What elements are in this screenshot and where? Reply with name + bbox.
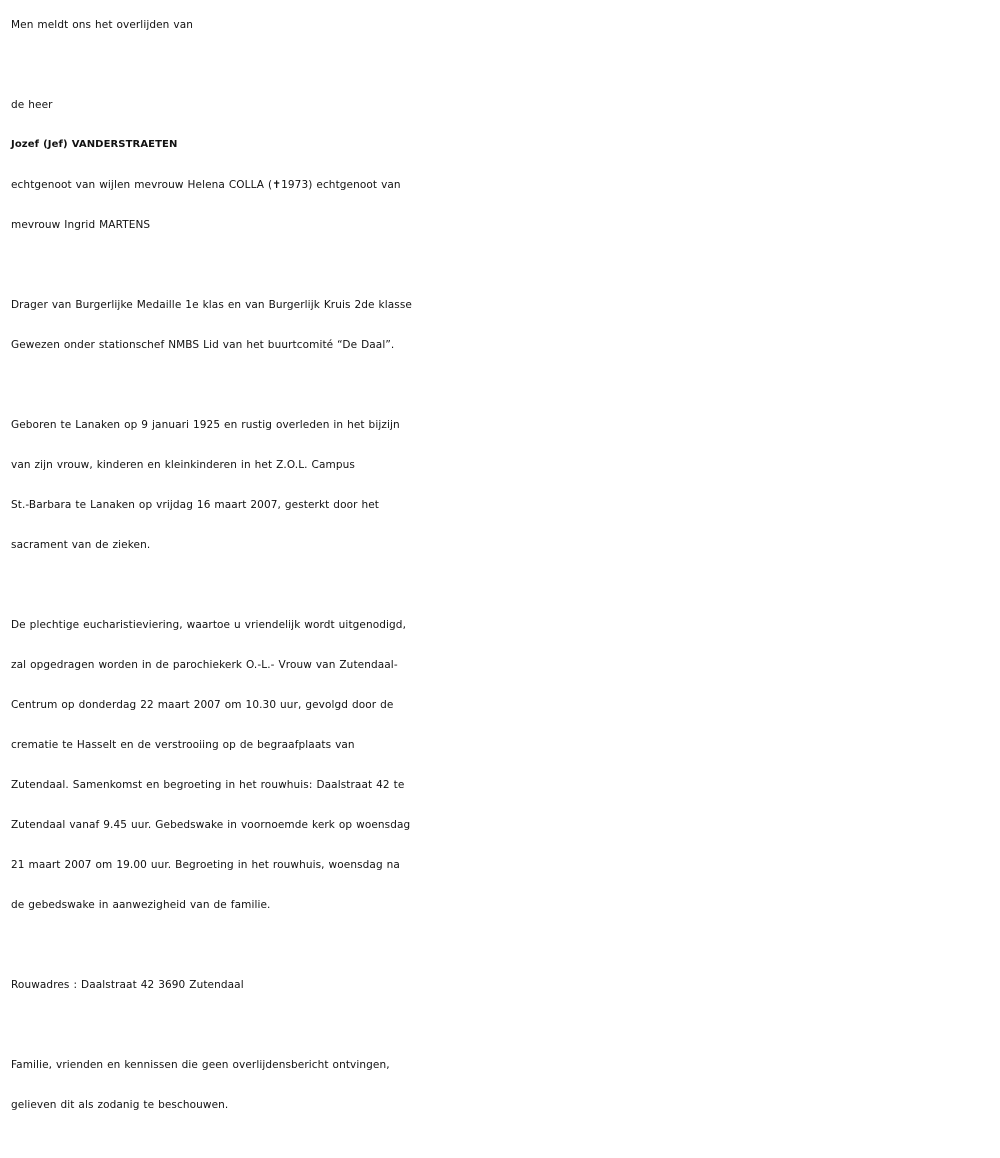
intro-text: Men meldt ons het overlijden van	[11, 19, 193, 31]
mourning-address: Rouwadres : Daalstraat 42 3690 Zutendaal	[11, 979, 244, 991]
ceremony-line: Zutendaal vanaf 9.45 uur. Gebedswake in voornoemde kerk op woensdag	[11, 819, 411, 831]
ceremony-line: zal opgedragen worden in de parochiekerk O.-L.- Vrouw van Zutendaal-	[11, 659, 398, 671]
honors-line: Drager van Burgerlijke Medaille 1e klas en van Burgerlijk Kruis 2de klasse	[11, 299, 412, 311]
birth-death-paragraph	[11, 405, 993, 565]
closing-line: Familie, vrienden en kennissen die geen overlijdensbericht ontvingen,	[11, 1059, 390, 1071]
birth-death-line: Geboren te Lanaken op 9 januari 1925 en rustig overleden in het bijzijn	[11, 419, 400, 431]
ceremony-paragraph	[11, 605, 993, 925]
title-prefix: de heer	[11, 99, 53, 111]
closing-paragraph	[11, 1045, 993, 1125]
death-notice	[11, 5, 993, 1125]
spacer	[11, 365, 993, 405]
birth-death-line: van zijn vrouw, kinderen en kleinkinderen in het Z.O.L. Campus	[11, 459, 355, 471]
spacer	[11, 245, 993, 285]
ceremony-line: 21 maart 2007 om 19.00 uur. Begroeting in het rouwhuis, woensdag na	[11, 859, 400, 871]
spacer	[11, 45, 993, 85]
ceremony-line: Centrum op donderdag 22 maart 2007 om 10.30 uur, gevolgd door de	[11, 699, 394, 711]
spouse-line: mevrouw Ingrid MARTENS	[11, 219, 151, 231]
honors-paragraph	[11, 285, 993, 365]
birth-death-line: St.-Barbara te Lanaken op vrijdag 16 maart 2007, gesterkt door het	[11, 499, 380, 511]
spouse-line: echtgenoot van wijlen mevrouw Helena COLLA (✝1973) echtgenoot van	[11, 179, 401, 191]
ceremony-line: crematie te Hasselt en de verstrooiing op de begraafplaats van	[11, 739, 355, 751]
honors-line: Gewezen onder stationschef NMBS Lid van het buurtcomité “De Daal”.	[11, 339, 395, 351]
birth-death-line: sacrament van de zieken.	[11, 539, 151, 551]
deceased-name: Jozef (Jef) VANDERSTRAETEN	[11, 139, 178, 150]
closing-line: gelieven dit als zodanig te beschouwen.	[11, 1099, 229, 1111]
ceremony-line: De plechtige eucharistieviering, waartoe u vriendelijk wordt uitgenodigd,	[11, 619, 407, 631]
spacer	[11, 925, 993, 965]
spacer	[11, 1005, 993, 1045]
ceremony-line: Zutendaal. Samenkomst en begroeting in het rouwhuis: Daalstraat 42 te	[11, 779, 405, 791]
spacer	[11, 565, 993, 605]
spouse-paragraph	[11, 165, 993, 245]
ceremony-line: de gebedswake in aanwezigheid van de familie.	[11, 899, 271, 911]
